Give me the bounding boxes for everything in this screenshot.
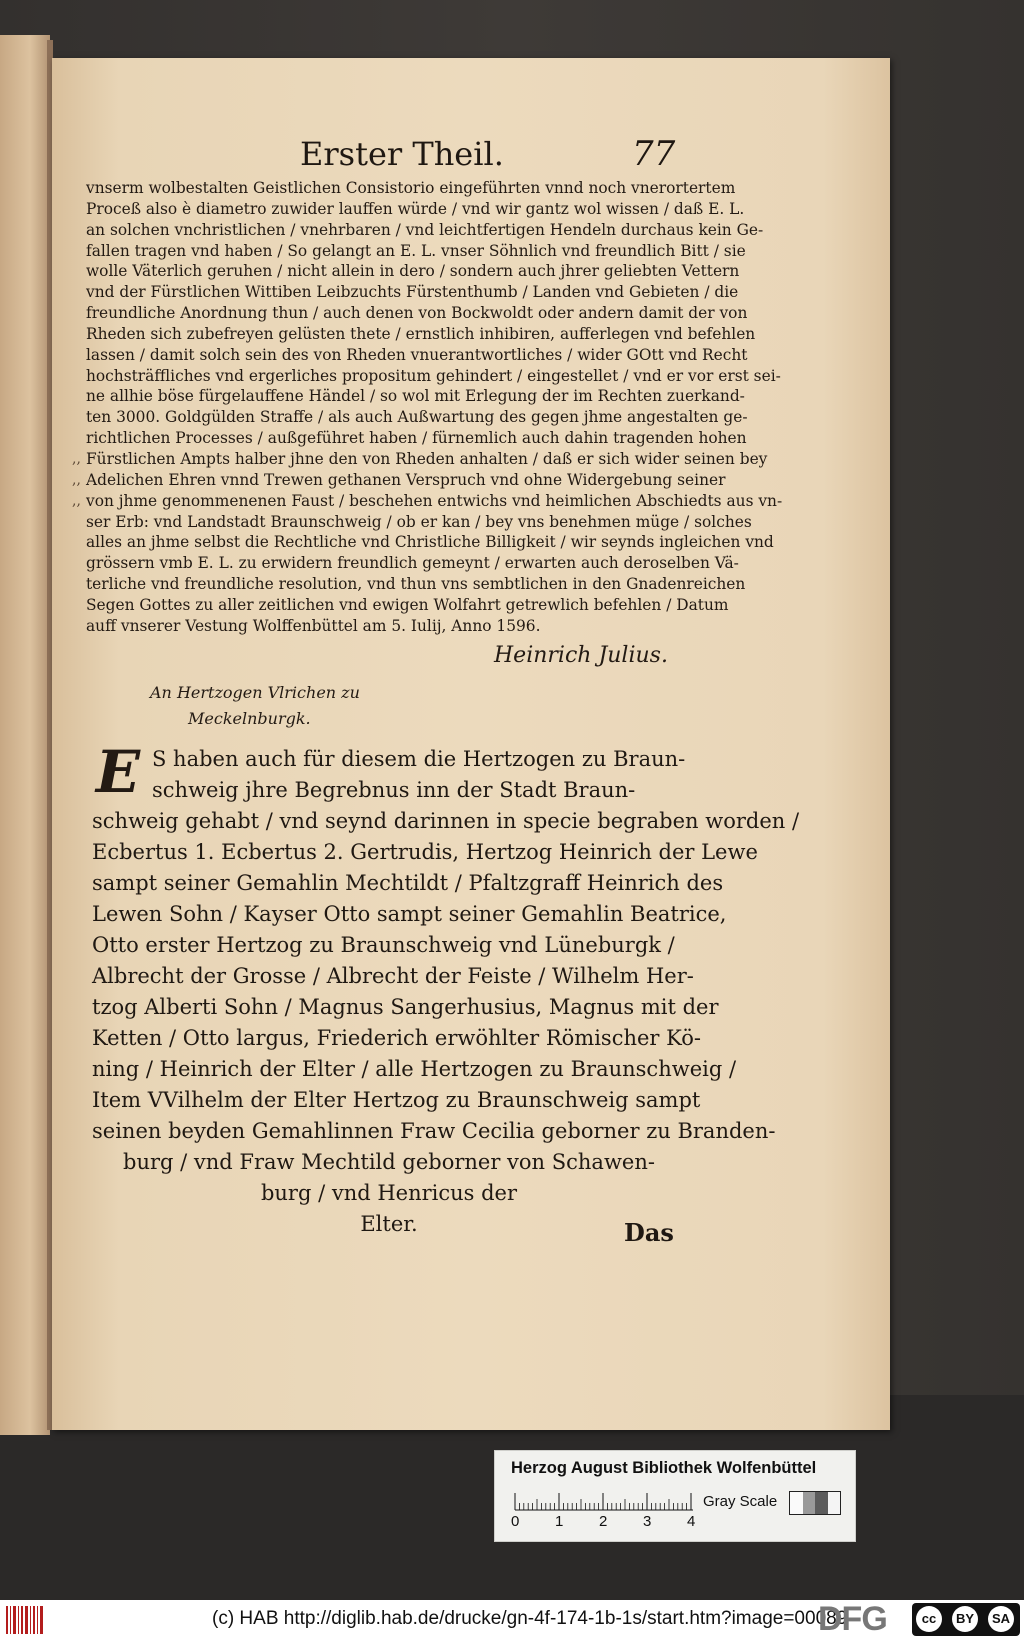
quote-mark: ,, xyxy=(72,471,81,488)
letter-text xyxy=(86,178,783,637)
gray-scale-swatch xyxy=(789,1491,841,1515)
body-line: Ecbertus 1. Ecbertus 2. Gertrudis, Hertzog Heinrich der Lewe xyxy=(92,840,758,864)
ruler-label: 0 xyxy=(511,1513,520,1530)
ruler-label: 4 xyxy=(687,1513,696,1530)
body-line: burg / vnd Fraw Mechtild geborner von Schawen- xyxy=(123,1150,655,1174)
letter-line: richtlichen Processes / außgeführet haben / fürnemlich auch dahin tragenden hohen xyxy=(86,429,747,448)
body-text xyxy=(92,738,800,1240)
addressee-line: An Hertzogen Vlrichen zu xyxy=(150,683,360,702)
footer-bar xyxy=(0,1600,1024,1639)
letter-line: fallen tragen vnd haben / So gelangt an E. L. vnser Söhnlich vnd freundlich Bitt / sie xyxy=(86,241,746,260)
drop-cap: E xyxy=(95,738,141,806)
body-line: schweig gehabt / vnd seynd darinnen in specie begraben worden / xyxy=(92,809,800,833)
margin-quote-marks xyxy=(72,449,81,512)
letter-line: terliche vnd freundliche resolution, vnd thun vns sembtlichen in den Gnadenreichen xyxy=(86,575,746,594)
letter-line: auff vnserer Vestung Wolffenbüttel am 5. Iulij, Anno 1596. xyxy=(86,616,541,635)
body-line: Otto erster Hertzog zu Braunschweig vnd Lüneburgk / xyxy=(92,933,675,957)
body-line: S haben auch für diesem die Hertzogen zu Braun- xyxy=(152,747,686,771)
body-line: schweig jhre Begrebnus inn der Stadt Braun- xyxy=(152,778,636,802)
catchword: Das xyxy=(624,1218,674,1247)
letter-line: Proceß also è diametro zuwider lauffen würde / vnd wir gantz wol wissen / daß E. L. xyxy=(86,199,745,218)
body-line: Item VVilhelm der Elter Hertzog zu Braunschweig sampt xyxy=(92,1088,701,1112)
page-number: 77 xyxy=(632,134,676,174)
ruler-label: 1 xyxy=(555,1513,564,1530)
library-name: Herzog August Bibliothek Wolfenbüttel xyxy=(511,1459,817,1477)
color-target-card xyxy=(494,1450,856,1542)
body-line: sampt seiner Gemahlin Mechtildt / Pfaltzgraff Heinrich des xyxy=(92,871,724,895)
letter-line: Rheden sich zubefreyen gelüsten thete / ernstlich inhibiren, aufferlegen vnd befehlen xyxy=(86,324,756,343)
letter-line: ser Erb: vnd Landstadt Braunschweig / ob er kan / bey vns benehmen müge / solches xyxy=(86,512,752,531)
body-line: burg / vnd Henricus der xyxy=(260,1181,518,1205)
letter-line: an solchen vnchristlichen / vnehrbaren / vnd leichtfertigen Hendeln durchaus kein Ge- xyxy=(86,220,764,239)
addressee-line: Meckelnburgk. xyxy=(188,709,311,728)
sa-icon: SA xyxy=(988,1606,1014,1632)
letter-line: wolle Väterlich geruhen / nicht allein in dero / sondern auch jhrer geliebten Vettern xyxy=(86,262,740,281)
letter-line: Adelichen Ehren vnnd Trewen gethanen Verspruch vnd ohne Widergebung seiner xyxy=(86,470,726,489)
ruler-icon xyxy=(515,1491,695,1511)
letter-line: ten 3000. Goldgülden Straffe / als auch Außwartung des gegen jhme angestalten ge- xyxy=(86,408,748,427)
body-line: ning / Heinrich der Elter / alle Hertzogen zu Braunschweig / xyxy=(92,1057,737,1081)
cc-icon: cc xyxy=(916,1606,942,1632)
body-line: seinen beyden Gemahlinnen Fraw Cecilia geborner zu Branden- xyxy=(92,1119,776,1143)
cc-license-badge[interactable] xyxy=(912,1603,1020,1636)
running-header: Erster Theil. xyxy=(300,135,504,173)
letter-line: hochsträffliches vnd ergerliches propositum gehindert / eingestellet / vnd er vor erst sei- xyxy=(86,366,781,385)
letter-line: Fürstlichen Ampts halber jhne den von Rheden anhalten / daß er sich wider seinen bey xyxy=(86,449,768,468)
letter-line: vnserm wolbestalten Geistlichen Consistorio eingeführten vnnd noch vnerortertem xyxy=(86,179,736,197)
letter-line: freundliche Anordnung thun / auch denen von Bockwoldt oder andern damit der von xyxy=(86,304,748,323)
facing-page-edge xyxy=(0,35,50,1435)
signature: Heinrich Julius. xyxy=(494,643,668,668)
letter-line: vnd der Fürstlichen Wittiben Leibzuchts Fürstenthumb / Landen vnd Gebieten / die xyxy=(86,283,739,302)
body-line: Albrecht der Grosse / Albrecht der Feiste / Wilhelm Her- xyxy=(92,964,694,988)
letter-line: lassen / damit solch sein des von Rheden vnuerantwortliches / wider GOtt vnd Recht xyxy=(86,345,748,364)
gray-scale-label: Gray Scale xyxy=(703,1493,778,1510)
copyright-link[interactable]: (c) HAB http://diglib.hab.de/drucke/gn-4f-174-1b-1s/start.htm?image=00089 xyxy=(212,1608,848,1629)
body-line: Lewen Sohn / Kayser Otto sampt seiner Gemahlin Beatrice, xyxy=(92,902,727,926)
letter-line: alles an jhme selbst die Rechtliche vnd Christliche Billigkeit / wir seynds ingleichen vnd xyxy=(86,533,774,552)
addressee xyxy=(150,680,360,732)
ruler-label: 2 xyxy=(599,1513,608,1530)
body-line: tzog Alberti Sohn / Magnus Sangerhusius, Magnus mit der xyxy=(92,995,719,1019)
barcode-icon xyxy=(6,1604,46,1636)
quote-mark: ,, xyxy=(72,492,81,509)
ruler-label: 3 xyxy=(643,1513,652,1530)
by-icon: BY xyxy=(952,1606,978,1632)
letter-line: ne allhie böse fürgelauffene Händel / so wol mit Erlegung der im Rechten zuerkand- xyxy=(86,387,745,406)
body-line: Ketten / Otto largus, Friederich erwöhlter Römischer Kö- xyxy=(92,1026,701,1050)
quote-mark: ,, xyxy=(72,451,81,467)
letter-line: grössern vmb E. L. zu erwidern freundlich gemeynt / erwarten auch deroselben Vä- xyxy=(86,554,739,573)
body-line: Elter. xyxy=(360,1212,418,1236)
dfg-logo: DFG xyxy=(818,1600,887,1638)
letter-line: Segen Gottes zu aller zeitlichen vnd ewigen Wolfahrt getrewlich befehlen / Datum xyxy=(86,595,729,614)
letter-line: von jhme genommenenen Faust / beschehen entwichs vnd heimlichen Abschiedts aus vn- xyxy=(86,491,783,510)
